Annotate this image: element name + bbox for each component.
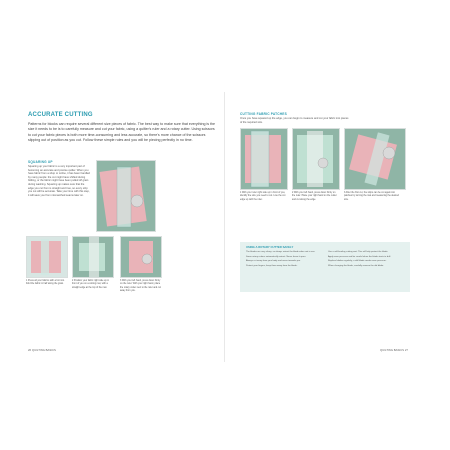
page-title: ACCURATE CUTTING — [28, 112, 93, 118]
left-caption-1: 1 Press all your fabrics with a hot iron. Fold the fabric in half along the grain. — [26, 280, 65, 286]
cutting-patches-heading: CUTTING FABRIC PATCHES — [240, 112, 287, 116]
tip-column-right — [328, 251, 406, 269]
fabric-photo-1 — [26, 236, 68, 278]
right-caption-1: 1 With your ruler right side up in front of you, identify the size you need to cut. Line the cut edge up with the ruler. — [240, 192, 286, 201]
left-caption-3: 3 With your left hand, press down firmly on the ruler. With your right hand, place the rotary cutter next to the ruler and cut away from you. — [120, 280, 161, 292]
tip-item: Protect your fingers, keep them away from the blade. — [246, 264, 298, 267]
tip-item: Apply even pressure and be careful when the blade starts to dull. — [328, 255, 391, 258]
folded-fabric-illustration — [27, 237, 67, 277]
page-gutter — [224, 92, 225, 362]
tip-item: Use a self-healing cutting mat. This will help protect the blade. — [328, 251, 389, 253]
left-caption-2: 2 Position your fabric right side up in front of you on a cutting mat, with a straight edge at the top of the mat. — [72, 280, 110, 289]
patch-photo-3 — [344, 128, 406, 190]
cutting-patches-intro: Once you have squared up the edge, you can begin to measure and cut your fabric into pieces of the required size. — [240, 117, 349, 124]
safety-tip-box — [240, 242, 410, 292]
tip-column-left — [246, 251, 324, 269]
cutter-fabric-illustration — [121, 237, 161, 277]
left-folio: 26 QUILTING BASICS — [28, 348, 56, 352]
cutting-strip-illustration — [293, 129, 339, 189]
right-folio: QUILTING BASICS 27 — [380, 348, 408, 352]
cutting-illustration — [97, 161, 155, 231]
right-caption-2: 2 With your left hand, press down firmly on the ruler. Place your right hand on the cutter and cut along the edge. — [292, 192, 337, 201]
patch-photo-2 — [292, 128, 340, 190]
ruler-fabric-illustration — [73, 237, 113, 277]
tip-item: Always cut away from your body and never towards you. — [246, 260, 301, 263]
fabric-photo-2 — [72, 236, 114, 278]
tip-item: Some rotary cutters automatically retract. Never leave it open. — [246, 255, 306, 258]
squaring-up-heading: SQUARING UP — [28, 160, 53, 164]
squaring-up-body: Squaring up your fabric is a very important part of becoming an accurate and precise quilter. When you have fabric from a shop or online, it has been handled by many people: the cut might have shifted during folding, or the fabric might have been pulled off grain during washing. Squaring up makes sure that the edge you cut from is straight and true, so every strip you cut will be accurate. Take your time with this step, it will save you from mismatched seams later on. — [28, 165, 90, 197]
intro-paragraph: Patterns for blocks can require several different size pieces of fabric. The best way to make sure that everything is the size it needs to be is to carefully measure and cut your fabric, using a quilter's ruler and a rotary cutter. Using scissors to cut your fabric pieces is both more time-consuming and less accurate, so there's more chance of the scissors slipping out of position as you cut. Follow these simple rules and you will be piecing perfectly in no time. — [28, 122, 216, 143]
ruler-on-fabric-illustration — [241, 129, 287, 189]
right-caption-3: 3 After the first cut, the strips can be cut again into patches by turning the mat and measuring the desired size. — [344, 192, 399, 201]
patch-photo-1 — [240, 128, 288, 190]
fabric-photo-3 — [120, 236, 162, 278]
tip-item: The blades are very sharp, so always retract the blade when not in use. — [246, 251, 316, 253]
tip-item: When changing the blade, carefully remove the old blade. — [328, 264, 384, 267]
tip-item: Replace blades regularly; a dull blade needs more pressure. — [328, 260, 387, 263]
tip-box-title: USING A ROTARY CUTTER SAFELY — [246, 245, 294, 249]
cutting-photo-large — [96, 160, 156, 232]
cut-patches-illustration — [345, 129, 405, 189]
